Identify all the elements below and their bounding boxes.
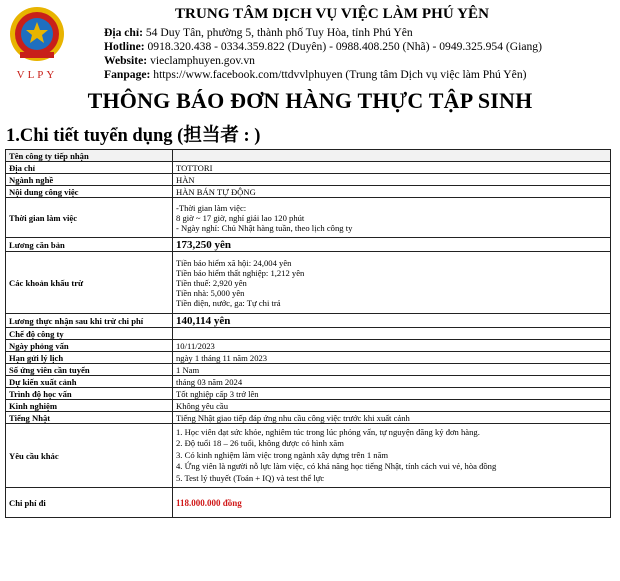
row-value: TOTTORI	[173, 162, 611, 174]
table-row	[6, 174, 611, 186]
table-row	[6, 198, 611, 238]
row-label: Số ứng viên cần tuyển	[6, 364, 173, 376]
table-row	[6, 352, 611, 364]
table-row	[6, 162, 611, 174]
row-label: Lương thực nhận sau khi trừ chi phí	[6, 314, 173, 328]
address-text: 54 Duy Tân, phường 5, thành phố Tuy Hòa, tỉnh Phú Yên	[145, 26, 413, 39]
table-row	[6, 186, 611, 198]
row-value: Không yêu cầu	[173, 400, 611, 412]
row-label: Chi phí đi	[6, 488, 173, 518]
row-label: Thời gian làm việc	[6, 198, 173, 238]
table-row	[6, 314, 611, 328]
fee-value: 118.000.000 đồng	[173, 488, 611, 518]
net-salary-value: 140,114 yên	[173, 314, 611, 328]
text-line: 1. Học viên đạt sức khỏe, nghiêm túc trong lúc phỏng vấn, tự nguyện đăng ký đơn hàng.	[176, 426, 480, 437]
row-value: Tiếng Nhật giao tiếp đáp ứng nhu cầu công việc trước khi xuất cảnh	[173, 412, 611, 424]
row-label: Tên công ty tiếp nhận	[6, 150, 173, 162]
recruitment-table	[5, 149, 611, 518]
row-value: 10/11/2023	[173, 340, 611, 352]
row-value	[173, 198, 611, 238]
row-value: tháng 03 năm 2024	[173, 376, 611, 388]
fanpage-label: Fanpage:	[104, 68, 151, 81]
table-row	[6, 488, 611, 518]
text-line: 8 giờ ~ 17 giờ, nghỉ giải lao 120 phút	[176, 212, 305, 223]
table-row	[6, 238, 611, 252]
row-value	[173, 328, 611, 340]
hotline-line	[104, 40, 542, 54]
logo-text: VLPY	[16, 69, 58, 81]
row-label: Yêu cầu khác	[6, 424, 173, 488]
salary-value: 173,250 yên	[173, 238, 611, 252]
header	[0, 0, 620, 86]
table-row	[6, 328, 611, 340]
org-name: TRUNG TÂM DỊCH VỤ VIỆC LÀM PHÚ YÊN	[174, 6, 490, 22]
hotline-text: 0918.320.438 - 0334.359.822 (Duyên) - 0988.408.250 (Nhã) - 0949.325.954 (Giang)	[147, 40, 542, 53]
table-row	[6, 364, 611, 376]
row-label: Dự kiến xuất cảnh	[6, 376, 173, 388]
website-link[interactable]: vieclamphuyen.gov.vn	[150, 54, 255, 67]
hotline-label: Hotline:	[104, 40, 145, 53]
table-row	[6, 424, 611, 488]
row-label: Các khoản khấu trừ	[6, 252, 173, 314]
row-label: Chế độ công ty	[6, 328, 173, 340]
address-line	[104, 26, 413, 40]
row-value	[173, 424, 611, 488]
text-line: 2. Độ tuổi 18 – 26 tuổi, không được có hình xăm	[176, 438, 344, 449]
fanpage-line	[104, 68, 526, 82]
row-value: HÀN	[173, 174, 611, 186]
website-label: Website:	[104, 54, 148, 67]
row-label: Ngày phỏng vấn	[6, 340, 173, 352]
website-line	[104, 54, 255, 68]
row-label: Tiếng Nhật	[6, 412, 173, 424]
row-value: 1 Nam	[173, 364, 611, 376]
table-row	[6, 388, 611, 400]
row-value	[173, 252, 611, 314]
table-row	[6, 400, 611, 412]
text-line: -Thời gian làm việc:	[176, 202, 247, 213]
page-title: THÔNG BÁO ĐƠN HÀNG THỰC TẬP SINH	[87, 88, 533, 113]
row-value: HÀN BÁN TỰ ĐỘNG	[173, 186, 611, 198]
vlpy-logo-icon	[6, 4, 68, 84]
row-label: Địa chỉ	[6, 162, 173, 174]
table-row	[6, 412, 611, 424]
row-label: Trình độ học vấn	[6, 388, 173, 400]
text-line: 3. Có kinh nghiệm làm việc trong ngành xây dựng trên 1 năm	[176, 449, 389, 460]
text-line: Tiền bảo hiểm thất nghiệp: 1,212 yên	[176, 267, 305, 278]
text-line: 4. Ứng viên là người nỗ lực làm việc, có khả năng học tiếng Nhật, tính cách vui vẻ, hòa đồng	[176, 461, 497, 472]
table-row	[6, 150, 611, 162]
text-line: 5. Test lý thuyết (Toán + IQ) và test thể lực	[176, 472, 325, 483]
address-label: Địa chỉ:	[104, 26, 143, 39]
row-label: Lương căn bản	[6, 238, 173, 252]
text-line: - Ngày nghỉ: Chủ Nhật hàng tuần, theo lịch công ty	[176, 222, 353, 233]
text-line: Tiền điện, nước, ga: Tự chi trả	[176, 297, 281, 308]
row-value: ngày 1 tháng 11 năm 2023	[173, 352, 611, 364]
row-value	[173, 150, 611, 162]
row-label: Hạn gửi lý lịch	[6, 352, 173, 364]
fanpage-link[interactable]: https://www.facebook.com/ttdvvlphuyen (Trung tâm Dịch vụ việc làm Phú Yên)	[153, 68, 527, 81]
row-label: Nội dung công việc	[6, 186, 173, 198]
row-label: Kinh nghiệm	[6, 400, 173, 412]
table-row	[6, 340, 611, 352]
row-label: Ngành nghề	[6, 174, 173, 186]
table-row	[6, 376, 611, 388]
text-line: Tiền nhà: 5,000 yên	[176, 287, 245, 298]
section-title: 1.Chi tiết tuyển dụng (担当者 : )	[6, 126, 261, 146]
text-line: Tiền thuế: 2,920 yên	[176, 277, 247, 288]
row-value: Tốt nghiệp cấp 3 trở lên	[173, 388, 611, 400]
text-line: Tiền bảo hiểm xã hội: 24,004 yên	[176, 257, 292, 268]
table-row	[6, 252, 611, 314]
